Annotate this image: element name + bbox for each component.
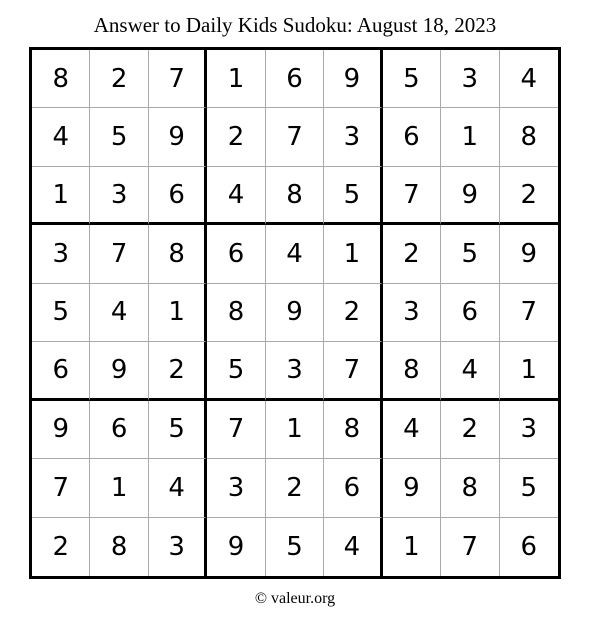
sudoku-cell: 1 — [207, 50, 265, 108]
sudoku-cell: 3 — [207, 459, 265, 517]
sudoku-cell: 1 — [441, 108, 499, 166]
sudoku-cell: 7 — [441, 518, 499, 576]
sudoku-cell: 9 — [207, 518, 265, 576]
sudoku-cell: 2 — [324, 284, 382, 342]
sudoku-cell: 6 — [149, 167, 207, 225]
sudoku-cell: 8 — [149, 225, 207, 283]
sudoku-cell: 8 — [32, 50, 90, 108]
sudoku-cell: 6 — [207, 225, 265, 283]
sudoku-cell: 1 — [383, 518, 441, 576]
sudoku-cell: 3 — [90, 167, 148, 225]
sudoku-cell: 4 — [383, 401, 441, 459]
sudoku-cell: 7 — [90, 225, 148, 283]
sudoku-cell: 8 — [266, 167, 324, 225]
sudoku-cell: 5 — [383, 50, 441, 108]
sudoku-cell: 7 — [32, 459, 90, 517]
sudoku-cell: 8 — [90, 518, 148, 576]
sudoku-cell: 5 — [266, 518, 324, 576]
sudoku-cell: 5 — [441, 225, 499, 283]
sudoku-cell: 8 — [383, 342, 441, 400]
sudoku-cell: 4 — [324, 518, 382, 576]
sudoku-cell: 6 — [383, 108, 441, 166]
sudoku-cell: 1 — [500, 342, 558, 400]
sudoku-cell: 9 — [383, 459, 441, 517]
sudoku-cell: 6 — [441, 284, 499, 342]
sudoku-cell: 3 — [441, 50, 499, 108]
sudoku-cell: 7 — [266, 108, 324, 166]
sudoku-cell: 9 — [149, 108, 207, 166]
sudoku-cell: 6 — [520, 531, 538, 562]
sudoku-cell: 6 — [266, 50, 324, 108]
sudoku-cell: 9 — [32, 401, 90, 459]
sudoku-cell: 3 — [324, 108, 382, 166]
sudoku-cell: 2 — [266, 459, 324, 517]
sudoku-cell: 2 — [207, 108, 265, 166]
sudoku-cell: 7 — [149, 50, 207, 108]
sudoku-cell: 9 — [441, 167, 499, 225]
sudoku-cell: 7 — [500, 284, 558, 342]
sudoku-cell: 2 — [149, 342, 207, 400]
sudoku-cell: 2 — [500, 167, 558, 225]
sudoku-cell: 6 — [90, 401, 148, 459]
sudoku-cell: 1 — [90, 459, 148, 517]
sudoku-cell: 2 — [441, 401, 499, 459]
sudoku-cell: 5 — [500, 459, 558, 517]
sudoku-cell: 5 — [32, 284, 90, 342]
sudoku-cell: 1 — [266, 401, 324, 459]
copyright-footer: © valeur.org — [254, 590, 336, 607]
sudoku-cell: 9 — [90, 342, 148, 400]
sudoku-cell: 6 — [32, 342, 90, 400]
sudoku-cell: 3 — [32, 225, 90, 283]
sudoku-cell: 2 — [32, 518, 90, 576]
sudoku-cell: 9 — [266, 284, 324, 342]
sudoku-cell: 8 — [207, 284, 265, 342]
sudoku-cell: 8 — [500, 108, 558, 166]
sudoku-cell: 1 — [324, 225, 382, 283]
sudoku-cell: 4 — [32, 108, 90, 166]
sudoku-cell: 8 — [324, 401, 382, 459]
sudoku-cell: 5 — [324, 167, 382, 225]
sudoku-cell: 2 — [90, 50, 148, 108]
sudoku-cell: 7 — [383, 167, 441, 225]
sudoku-cell: 9 — [500, 225, 558, 283]
sudoku-cell: 4 — [441, 342, 499, 400]
sudoku-cell: 5 — [207, 342, 265, 400]
sudoku-board — [29, 47, 561, 579]
sudoku-cell: 4 — [207, 167, 265, 225]
sudoku-cell: 7 — [324, 342, 382, 400]
sudoku-cell: 5 — [90, 108, 148, 166]
sudoku-cell: 3 — [149, 518, 207, 576]
sudoku-cell: 3 — [383, 284, 441, 342]
sudoku-cell: 3 — [266, 342, 324, 400]
page-title: Answer to Daily Kids Sudoku: August 18, 2023 — [93, 13, 497, 37]
sudoku-cell: 1 — [149, 284, 207, 342]
sudoku-cell: 9 — [324, 50, 382, 108]
sudoku-cell: 7 — [207, 401, 265, 459]
sudoku-cell: 3 — [500, 401, 558, 459]
sudoku-cell: 5 — [149, 401, 207, 459]
sudoku-cell: 1 — [32, 167, 90, 225]
sudoku-cell: 6 — [324, 459, 382, 517]
sudoku-cell: 4 — [500, 50, 558, 108]
sudoku-cell: 2 — [383, 225, 441, 283]
sudoku-cell: 4 — [90, 284, 148, 342]
sudoku-cell: 4 — [266, 225, 324, 283]
sudoku-cell: 8 — [441, 459, 499, 517]
sudoku-cell: 4 — [149, 459, 207, 517]
